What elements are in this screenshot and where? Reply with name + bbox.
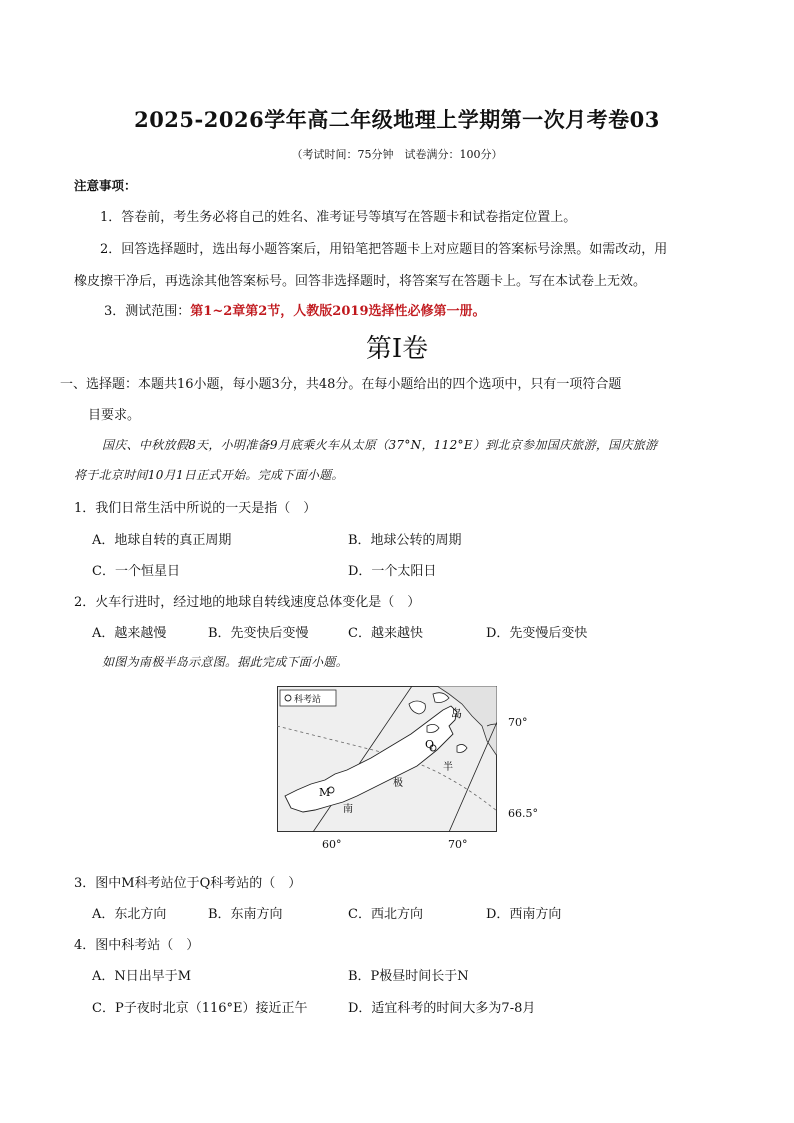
section-heading-line2: 目要求。	[88, 408, 141, 423]
map-peninsula-char-3: 半	[443, 762, 453, 773]
notice-item-3	[104, 300, 486, 319]
section-heading-line1: 一、选择题：本题共16小题，每小题3分，共48分。在每小题给出的四个选项中，只有一项符合题	[60, 377, 622, 392]
question-3-option-a: A．东北方向	[92, 907, 167, 922]
exam-info: （考试时间：75分钟 试卷满分：100分）	[291, 148, 503, 161]
notice-heading: 注意事项：	[74, 178, 137, 193]
question-2-option-c: C．越来越快	[348, 626, 423, 641]
question-1-option-c: C．一个恒星日	[92, 564, 180, 579]
map-island-label: 岛	[451, 707, 462, 720]
question-1-option-d: D．一个太阳日	[348, 564, 437, 579]
question-4-stem: 4．图中科考站（ ）	[74, 938, 200, 953]
question-3-option-c: C．西北方向	[348, 907, 423, 922]
map-lat-70: 70°	[508, 716, 528, 729]
map-peninsula-char-2: 极	[393, 778, 403, 789]
notice-item-2-line1: 2．回答选择题时，选出每小题答案后，用铅笔把答题卡上对应题目的答案标号涂黑。如需改动，用	[100, 242, 668, 257]
intro-2: 如图为南极半岛示意图。据此完成下面小题。	[102, 655, 349, 669]
map-lon-70: 70°	[448, 838, 468, 851]
question-4-option-a: A．N日出早于M	[92, 969, 192, 984]
page-title: 2025-2026学年高二年级地理上学期第一次月考卷03	[134, 107, 660, 132]
question-4-option-c: C．P子夜时北京（116°E）接近正午	[92, 1001, 308, 1016]
intro-1-line1: 国庆、中秋放假8天，小明准备9月底乘火车从太原（37°N，112°E）到北京参加国庆旅游，国庆旅游	[102, 438, 658, 452]
question-4-option-b: B．P极昼时间长于N	[348, 969, 469, 984]
map-legend-label: 科考站	[294, 695, 322, 705]
notice-item-1: 1．答卷前，考生务必将自己的姓名、准考证号等填写在答题卡和试卷指定位置上。	[100, 210, 577, 225]
map-lon-60: 60°	[322, 838, 342, 851]
question-3-stem: 3．图中M科考站位于Q科考站的（ ）	[74, 876, 302, 891]
intro-1-line2: 将于北京时间10月1日正式开始。完成下面小题。	[74, 468, 344, 482]
notice-item-2-line2: 橡皮擦干净后，再选涂其他答案标号。回答非选择题时，将答案写在答题卡上。写在本试卷上无效。	[74, 274, 647, 289]
question-2-option-a: A．越来越慢	[92, 626, 167, 641]
question-1-option-b: B．地球公转的周期	[348, 533, 462, 548]
question-3-option-b: B．东南方向	[208, 907, 283, 922]
part-title: 第Ⅰ卷	[365, 334, 429, 364]
question-4-option-d: D．适宜科考的时间大多为7-8月	[348, 1001, 536, 1016]
map-lat-66-5: 66.5°	[508, 807, 538, 820]
map-peninsula-char-1: 南	[343, 804, 353, 815]
question-2-option-b: B．先变快后变慢	[208, 626, 309, 641]
question-2-option-d: D．先变慢后变快	[486, 626, 588, 641]
map-station-m-label: M	[319, 786, 331, 799]
question-3-option-d: D．西南方向	[486, 907, 562, 922]
question-1-option-a: A．地球自转的真正周期	[92, 533, 232, 548]
notice-item-3-prefix: 3．测试范围：	[104, 304, 191, 319]
question-2-stem: 2．火车行进时，经过地的地球自转线速度总体变化是（ ）	[74, 595, 421, 610]
antarctic-peninsula-map	[277, 686, 497, 832]
test-range: 第1~2章第2节，人教版2019选择性必修第一册。	[190, 304, 486, 319]
question-1-stem: 1．我们日常生活中所说的一天是指（ ）	[74, 501, 317, 516]
map-station-q-label: Q	[425, 738, 435, 751]
